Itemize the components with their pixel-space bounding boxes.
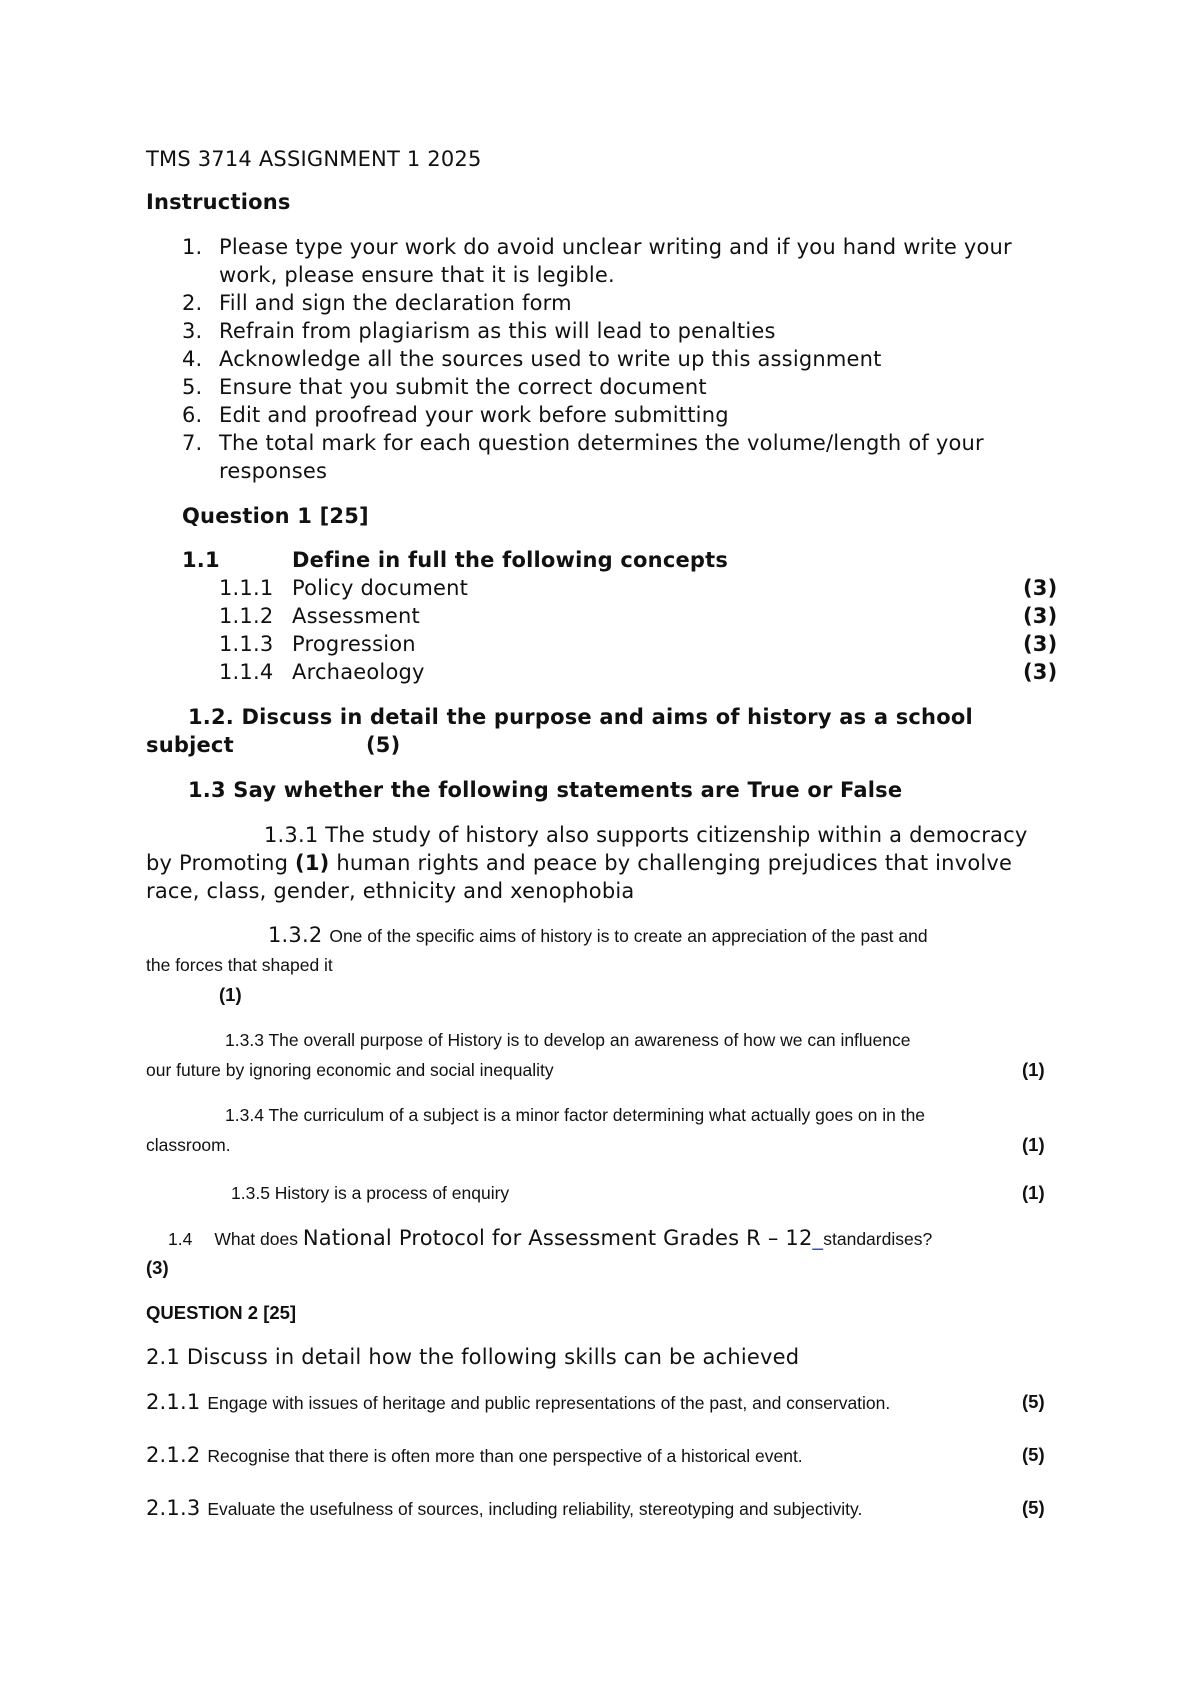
mark-allocation: (5) [1022, 1391, 1045, 1412]
skill-text: Evaluate the usefulness of sources, including reliability, stereotyping and subjectivity. [207, 1499, 863, 1519]
concept-item: Assessment [292, 604, 420, 628]
list-item-continuation: work, please ensure that it is legible. [219, 263, 615, 287]
mark-allocation: (5) [1022, 1444, 1045, 1465]
mark-allocation: (3) [1023, 632, 1058, 656]
skill-text: Recognise that there is often more than one perspective of a historical event. [207, 1446, 803, 1466]
section-1-1-heading: Define in full the following concepts [292, 548, 729, 572]
list-item: Acknowledge all the sources used to write up this assignment [219, 347, 882, 371]
underscore-mark: _ [812, 1226, 824, 1250]
concept-number: 1.1.2 [219, 604, 274, 628]
list-item-number: 1. [182, 235, 203, 259]
protocol-name: National Protocol for Assessment Grades R – 12 [302, 1226, 813, 1250]
section-1-2-line2: subject [146, 733, 234, 757]
list-item: Please type your work do avoid unclear writing and if you hand write your [219, 235, 1012, 259]
skill-item [146, 1442, 803, 1469]
skill-number: 2.1.1 [146, 1390, 201, 1414]
statement-1-3-4-line1: 1.3.4 The curriculum of a subject is a minor factor determining what actually goes on in the [225, 1105, 926, 1125]
list-item: Edit and proofread your work before submitting [219, 403, 729, 427]
list-item-continuation: responses [219, 459, 328, 483]
list-item-number: 7. [182, 431, 203, 455]
concept-item: Policy document [292, 576, 469, 600]
mark-allocation: (5) [1022, 1497, 1045, 1518]
list-item: Refrain from plagiarism as this will lead to penalties [219, 319, 776, 343]
concept-number: 1.1.3 [219, 632, 274, 656]
section-1-1-number: 1.1 [182, 548, 220, 572]
mark-allocation: (5) [366, 733, 401, 757]
concept-item: Archaeology [292, 660, 425, 684]
question-1-heading: Question 1 [25] [182, 504, 369, 528]
statement-text: One of the specific aims of history is to create an appreciation of the past and [329, 926, 928, 946]
list-item-number: 5. [182, 375, 203, 399]
section-1-4-number: 1.4 [168, 1229, 193, 1249]
list-item-number: 2. [182, 291, 203, 315]
statement-1-3-1-line2 [146, 850, 1012, 876]
document-title: TMS 3714 ASSIGNMENT 1 2025 [146, 147, 482, 171]
question-2-heading: QUESTION 2 [25] [146, 1302, 297, 1323]
mark-allocation: (3) [1023, 660, 1058, 684]
mark-allocation: (1) [1022, 1134, 1045, 1155]
concept-number: 1.1.4 [219, 660, 274, 684]
list-item: The total mark for each question determines the volume/length of your [219, 431, 984, 455]
list-item-number: 4. [182, 347, 203, 371]
mark-allocation: (1) [295, 851, 330, 875]
concept-item: Progression [292, 632, 416, 656]
mark-allocation: (1) [1022, 1059, 1045, 1080]
statement-1-3-5: 1.3.5 History is a process of enquiry [231, 1183, 510, 1203]
list-item-number: 6. [182, 403, 203, 427]
skill-text: Engage with issues of heritage and public representations of the past, and conservation. [207, 1393, 891, 1413]
list-item: Ensure that you submit the correct document [219, 375, 707, 399]
skill-item [146, 1495, 862, 1522]
statement-number: 1.3.2 [268, 923, 323, 947]
statement-1-3-3-line1: 1.3.3 The overall purpose of History is to develop an awareness of how we can influence [225, 1030, 911, 1050]
section-1-4-text: What does [214, 1229, 303, 1249]
mark-allocation: (3) [1023, 576, 1058, 600]
statement-1-3-2-line2: the forces that shaped it [146, 955, 333, 975]
statement-text: by Promoting [146, 851, 296, 875]
statement-1-3-1-line3: race, class, gender, ethnicity and xenophobia [146, 879, 635, 903]
section-2-1-heading: 2.1 Discuss in detail how the following skills can be achieved [146, 1345, 800, 1369]
statement-text: human rights and peace by challenging prejudices that involve [329, 851, 1013, 875]
instructions-heading: Instructions [146, 190, 291, 214]
skill-item [146, 1389, 890, 1416]
statement-1-3-4-line2: classroom. [146, 1135, 231, 1155]
mark-allocation: (3) [1023, 604, 1058, 628]
statement-1-3-3-line2: our future by ignoring economic and social inequality [146, 1060, 554, 1080]
concept-number: 1.1.1 [219, 576, 274, 600]
section-1-4-line [168, 1225, 932, 1252]
list-item: Fill and sign the declaration form [219, 291, 572, 315]
mark-allocation: (1) [219, 984, 242, 1005]
mark-allocation: (3) [146, 1257, 169, 1278]
mark-allocation: (1) [1022, 1182, 1045, 1203]
section-1-2-line1: 1.2. Discuss in detail the purpose and aims of history as a school [188, 705, 973, 729]
list-item-number: 3. [182, 319, 203, 343]
section-1-4-text: standardises? [823, 1229, 933, 1249]
statement-1-3-1-line1: 1.3.1 The study of history also supports citizenship within a democracy [264, 823, 1028, 847]
section-1-3-heading: 1.3 Say whether the following statements are True or False [188, 778, 903, 802]
skill-number: 2.1.2 [146, 1443, 201, 1467]
statement-1-3-2-line1 [268, 922, 928, 949]
skill-number: 2.1.3 [146, 1496, 201, 1520]
